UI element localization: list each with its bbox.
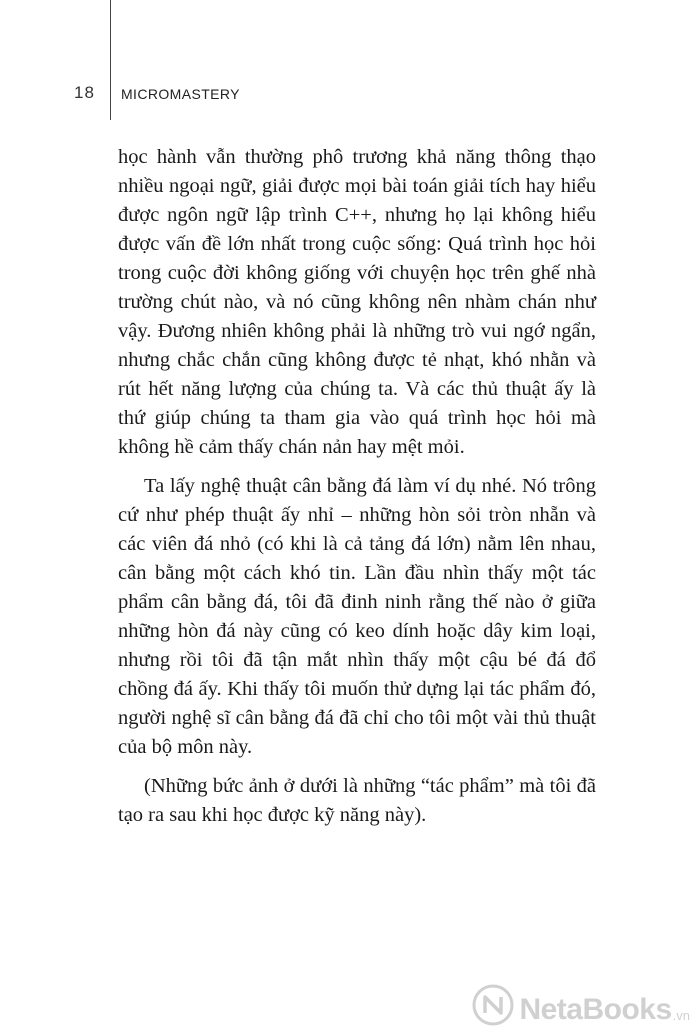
page-number: 18	[74, 83, 95, 102]
watermark	[471, 983, 690, 1027]
body-text	[118, 143, 596, 840]
paragraph-2: Ta lấy nghệ thuật cân bằng đá làm ví dụ nhé. Nó trông cứ như phép thuật ấy nhỉ – những hòn sỏi tròn nhẵn và các viên đá nhỏ (có khi là cả tảng đá lớn) nằm lên nhau, cân bằng một cách khó tin. Lần đầu nhìn thấy một tác phẩm cân bằng đá, tôi đã đinh ninh rằng thế nào ở giữa những hòn đá này cũng có keo dính hoặc dây kim loại, nhưng rồi tôi đã tận mắt nhìn thấy một cậu bé đá đổ chồng đá ấy. Khi thấy tôi muốn thử dựng lại tác phẩm đó, người nghệ sĩ cân bằng đá đã chỉ cho tôi một vài thủ thuật của bộ môn này.	[118, 475, 596, 758]
watermark-name: NetaBooks	[519, 993, 672, 1026]
netabooks-logo-icon	[471, 983, 515, 1027]
running-head: MICROMASTERY	[121, 86, 240, 102]
paragraph-3: (Những bức ảnh ở dưới là những “tác phẩm” mà tôi đã tạo ra sau khi học được kỹ năng này).	[118, 775, 596, 826]
watermark-tld: .vn	[672, 1008, 690, 1023]
paragraph-1: học hành vẫn thường phô trương khả năng thông thạo nhiều ngoại ngữ, giải được mọi bài toán giải tích hay hiểu được ngôn ngữ lập trình C++, nhưng họ lại không hiểu được vấn đề lớn nhất trong cuộc sống: Quá trình học hỏi trong cuộc đời không giống với chuyện học trên ghế nhà trường chút nào, và nó cũng không nên nhàm chán như vậy. Đương nhiên không phải là những trò vui ngớ ngẩn, nhưng chắc chắn cũng không được tẻ nhạt, khó nhằn và rút hết năng lượng của chúng ta. Và các thủ thuật ấy là thứ giúp chúng ta tham gia vào quá trình học hỏi mà không hề cảm thấy chán nản hay mệt mỏi.	[118, 146, 596, 458]
header-divider	[110, 0, 111, 120]
